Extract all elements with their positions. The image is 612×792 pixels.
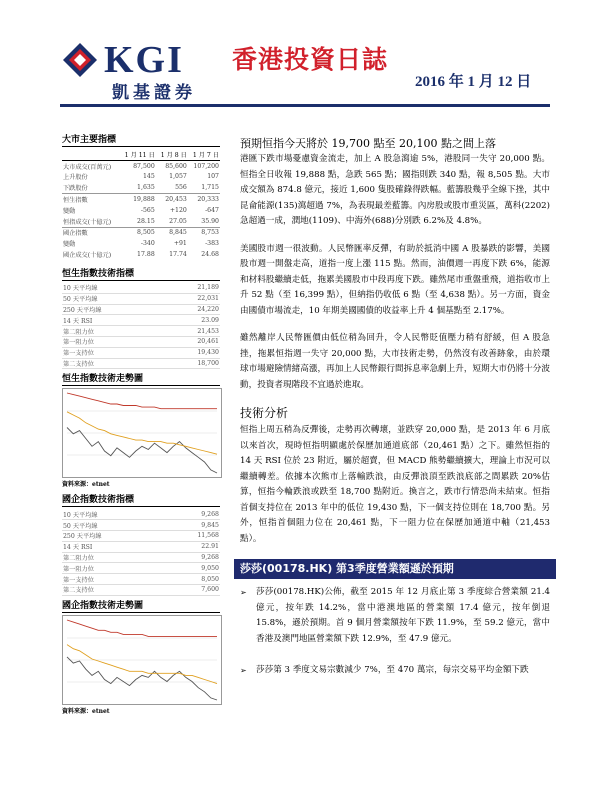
tech-value: 9,268 xyxy=(162,552,220,563)
market-cell: 1,057 xyxy=(169,173,187,181)
tech-label: 10 天平均線 xyxy=(62,283,162,293)
market-cell: 17.74 xyxy=(169,251,187,259)
market-cell: 35.90 xyxy=(201,217,219,225)
tech-row xyxy=(62,326,220,337)
market-cell: 17.88 xyxy=(137,251,155,259)
hscei-chart-title: 國企指數技術走勢圖 xyxy=(62,598,220,613)
tech-value: 22,031 xyxy=(162,293,220,304)
bullet-item xyxy=(240,585,550,647)
bullet-text: 莎莎第 3 季度文易宗數減少 7%，至 470 萬宗，每宗交易平均金額下跌 xyxy=(256,665,529,675)
market-cell: 8,845 xyxy=(156,227,188,238)
market-row xyxy=(62,172,220,183)
sidebar xyxy=(62,132,220,719)
headline: 預期恒指今天將於 19,700 點至 20,100 點之間上落 xyxy=(240,137,496,150)
tech-value: 11,568 xyxy=(162,530,220,541)
market-col-header: 1 月 7 日 xyxy=(188,149,220,160)
market-cell: 大市成交(百萬元) xyxy=(63,163,112,171)
market-cell: 恒指成交(十億元) xyxy=(63,218,112,226)
market-col-header xyxy=(62,149,119,160)
series-line xyxy=(67,620,217,636)
logo-text: KGI xyxy=(104,39,184,81)
bullet-text: 莎莎(00178.HK)公佈，截至 2015 年 12 月底止第 3 季度綜合營業額 21.4 億元，按年跌 14.2%，當中港澳地區的營業額 17.4 億元，按年倒退 15.8%，遜於預期。首 9 個月營業額按年下跌 11.9%，至 59.2 億元，當中香港及澳門地區營業額下跌 12.9%，至 47.9 億元。 xyxy=(256,587,550,644)
market-cell: 恒生指數 xyxy=(62,194,119,205)
market-cell: 8,505 xyxy=(119,227,156,238)
tech-heading: 技術分析 xyxy=(240,406,289,420)
series-line xyxy=(67,657,217,700)
market-cell: 20,333 xyxy=(188,194,220,205)
market-cell: 28.15 xyxy=(137,217,155,225)
hsi-chart xyxy=(62,388,222,478)
market-col-header: 1 月 8 日 xyxy=(156,149,188,160)
series-line xyxy=(67,428,217,474)
tech-row xyxy=(62,563,220,574)
market-row xyxy=(62,249,220,260)
series-line xyxy=(67,644,217,683)
stock-section-bar: 莎莎(00178.HK) 第3季度營業額遜於預期 xyxy=(234,559,556,579)
paragraph-us-market: 美國股市週一很波動。人民幣匯率反彈，有助於抵消中國 A 股暴跌的影響，美國股市週一開盤走高，道指一度上漲 115 點。然而，油價週一再度下跌 6%，能源和材料股繼續走低，拖累美國股市中段再度下跌。雖然尾市重盤重飛，道指收市上升 52 點（至 16,399 點），但納指仍收低 6 點（至 4,638 點）。另一方面，資金由國債市場流走，10 年期美國國債的收益率上升 4 個基點至 2.17%。 xyxy=(240,243,550,316)
tech-value: 7,600 xyxy=(162,584,220,595)
tech-value: 19,430 xyxy=(162,347,220,358)
tech-value: 21,189 xyxy=(162,283,220,293)
kgi-logo xyxy=(62,38,222,103)
tech-row xyxy=(62,584,220,595)
tech-value: 21,453 xyxy=(162,326,220,337)
arrow-bullet-icon: ➢ xyxy=(240,588,247,597)
market-title: 大市主要指標 xyxy=(62,132,220,147)
market-cell: 下跌股份 xyxy=(63,185,88,193)
market-row xyxy=(62,160,220,171)
tech-value: 23.09 xyxy=(162,315,220,326)
hscei-tech-table xyxy=(62,509,220,595)
market-cell: 1,635 xyxy=(137,184,155,192)
market-cell: -383 xyxy=(205,240,219,248)
market-cell: 107,200 xyxy=(193,162,219,170)
tech-label: 14 天 RSI xyxy=(62,315,162,326)
market-cell: -340 xyxy=(140,240,155,248)
tech-row xyxy=(62,347,220,358)
tech-row xyxy=(62,304,220,315)
market-cell: 8,753 xyxy=(188,227,220,238)
hsi-chart-source: 資料來源：etnet xyxy=(62,481,110,489)
tech-label: 250 天平均線 xyxy=(62,530,162,541)
market-row xyxy=(62,227,220,238)
market-cell: 20,453 xyxy=(156,194,188,205)
tech-value: 9,845 xyxy=(162,520,220,531)
paragraph-technical: 恒指上周五稍為反彈後，走勢再次轉壞，並跌穿 20,000 點，是 2013 年 6 月底以來首次，現時恒指明顯處於保歷加通道底部（20,461 點）之下。雖然恒指的 14 天 RSI 位於 23 附近，屬於超賣，但 MACD 熊勢繼續擴大，理論上市況可以繼續轉差。依據本次熊市上落輸跌浪，由反彈浪頂至跌浪底部之間累跌 20%估算，恒指今輪跌浪或跌至 18,700 點附近。換言之，跌市行情恐尚未結束。恒指首個支持位在 2013 年中的低位 19,430 點，下一個支持位則在 18,700 點。另外，恒指首個阻力位在 20,461 點，下一阻力位在保歷加通道中軸（21,453 點）。 xyxy=(240,425,550,544)
market-row xyxy=(62,216,220,227)
market-cell: 145 xyxy=(142,173,155,181)
market-cell: 107 xyxy=(207,173,219,181)
hsi-tech-title: 恒生指數技術指標 xyxy=(62,266,220,281)
tech-row xyxy=(62,509,220,519)
market-cell: -647 xyxy=(205,206,219,214)
logo-subtitle: 凱基證券 xyxy=(112,83,196,103)
market-row xyxy=(62,182,220,193)
tech-label: 第二阻力位 xyxy=(62,326,162,337)
market-cell: +120 xyxy=(169,206,187,214)
market-cell: 變動 xyxy=(63,241,76,249)
page-title: 香港投資日誌 xyxy=(232,45,389,74)
tech-label: 第二支持位 xyxy=(62,358,162,369)
market-cell: 85,600 xyxy=(165,162,187,170)
market-cell: +91 xyxy=(173,240,187,248)
tech-label: 50 天平均線 xyxy=(62,293,162,304)
tech-value: 22.91 xyxy=(162,541,220,552)
tech-value: 9,268 xyxy=(162,509,220,519)
tech-row xyxy=(62,552,220,563)
tech-value: 9,050 xyxy=(162,563,220,574)
market-row xyxy=(62,238,220,249)
market-cell: 24.68 xyxy=(201,251,219,259)
tech-label: 第二阻力位 xyxy=(62,552,162,563)
market-cell: 國企指數 xyxy=(62,227,119,238)
tech-row xyxy=(62,315,220,326)
market-cell: 變動 xyxy=(63,207,76,215)
header-rule xyxy=(60,104,550,107)
series-line xyxy=(67,393,217,409)
bullet-item xyxy=(240,663,550,679)
tech-label: 第二支持位 xyxy=(62,584,162,595)
tech-label: 第一阻力位 xyxy=(62,563,162,574)
tech-label: 50 天平均線 xyxy=(62,520,162,531)
market-cell: 國企成交(十億元) xyxy=(63,252,112,260)
market-col-header: 1 月 11 日 xyxy=(119,149,156,160)
tech-value: 18,700 xyxy=(162,358,220,369)
main-column xyxy=(240,136,550,695)
market-cell: 27.05 xyxy=(169,217,187,225)
tech-row xyxy=(62,541,220,552)
hscei-tech-title: 國企指數技術指標 xyxy=(62,492,220,507)
hscei-chart xyxy=(62,615,222,705)
hscei-chart-source: 資料來源：etnet xyxy=(62,707,110,715)
market-table xyxy=(62,149,220,260)
tech-row xyxy=(62,530,220,541)
tech-value: 20,461 xyxy=(162,336,220,347)
tech-value: 8,050 xyxy=(162,574,220,585)
kgi-diamond-icon xyxy=(62,42,98,78)
arrow-bullet-icon: ➢ xyxy=(240,666,247,675)
market-cell: 87,500 xyxy=(133,162,155,170)
report-date: 2016 年 1 月 12 日 xyxy=(415,74,532,90)
paragraph-market: 港匯下跌市場憂慮資金流走，加上 A 股急瀉逾 5%，港股同一失守 20,000 點。恒指全日收報 19,888 點，急跌 565 點；國指則跌 340 點，報 8,505 點。大市成交額為 874.8 億元，接近 1,600 隻股確錄得跌幅。藍籌股幾乎全線下挫，其中昆侖能源(135)瀉超過 7%，為表現最差藍籌。內房股或股市重災區，萬科(2202)急超過一成，潤地(1109)、中海外(688)分別跌 6.2%及 4.8%。 xyxy=(240,154,550,226)
market-cell: 556 xyxy=(175,184,187,192)
tech-label: 10 天平均線 xyxy=(62,509,162,519)
tech-row xyxy=(62,520,220,531)
tech-label: 第一支持位 xyxy=(62,347,162,358)
market-cell: -565 xyxy=(140,206,155,214)
paragraph-outlook: 雖然離岸人民幣匯價由低位稍為回升，令人民幣貶值壓力稍有舒緩，但 A 股急挫，拖累恒指週一失守 20,000 點，大市技術走勢，仍然沒有改善跡象，由於環球市場避險情緒高漲，再加上人民幣銀行間拆息率急劇上升，短期大市仍將十分波動，投資者現階段不宜過於進取。 xyxy=(240,333,550,390)
market-row xyxy=(62,194,220,205)
market-cell: 1,715 xyxy=(201,184,219,192)
market-cell: 上升股份 xyxy=(63,174,88,182)
tech-label: 第一支持位 xyxy=(62,574,162,585)
tech-row xyxy=(62,293,220,304)
hsi-tech-table xyxy=(62,283,220,369)
tech-label: 第一阻力位 xyxy=(62,336,162,347)
tech-label: 14 天 RSI xyxy=(62,541,162,552)
tech-row xyxy=(62,358,220,369)
market-row xyxy=(62,205,220,216)
tech-row xyxy=(62,336,220,347)
market-cell: 19,888 xyxy=(119,194,156,205)
tech-row xyxy=(62,283,220,293)
tech-label: 250 天平均線 xyxy=(62,304,162,315)
tech-row xyxy=(62,574,220,585)
tech-value: 24,220 xyxy=(162,304,220,315)
hsi-chart-title: 恒生指數技術走勢圖 xyxy=(62,371,220,386)
